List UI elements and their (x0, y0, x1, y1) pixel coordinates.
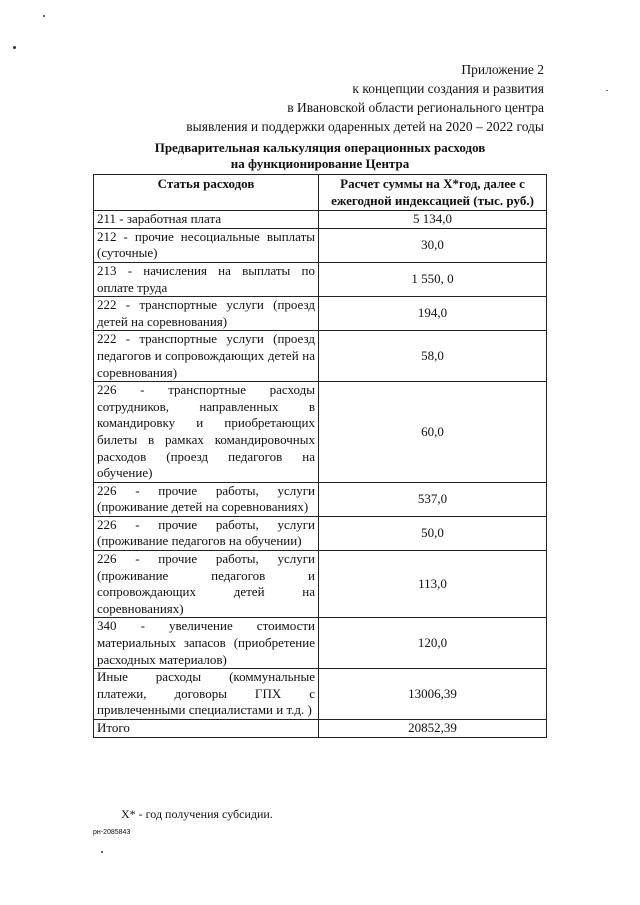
amount-cell: 13006,39 (319, 669, 547, 720)
appendix-line: к концепции создания и развития (352, 81, 544, 96)
appendix-line: в Ивановской области регионального центра (287, 100, 544, 115)
header-amount: Расчет суммы на Х*год, далее с ежегодной индексацией (тыс. руб.) (319, 175, 547, 211)
appendix-line: Приложение 2 (461, 62, 544, 77)
scan-speck (43, 15, 45, 17)
amount-cell: 60,0 (319, 382, 547, 483)
table-row (94, 331, 547, 382)
title-line: Предварительная калькуляция операционных расходов (154, 140, 486, 155)
amount-cell: 1 550, 0 (319, 262, 547, 296)
amount-cell: 50,0 (319, 516, 547, 550)
table-row (94, 262, 547, 296)
expense-item-cell: Иные расходы (коммунальные платежи, договоры ГПХ с привлеченными специалистами и т.д. ) (94, 669, 319, 720)
amount-cell: 113,0 (319, 551, 547, 618)
table-row (94, 669, 547, 720)
amount-cell: 537,0 (319, 482, 547, 516)
amount-cell: 5 134,0 (319, 211, 547, 229)
expense-item-cell: 222 - транспортные услуги (проезд детей на соревнования) (94, 297, 319, 331)
table-row (94, 228, 547, 262)
table-row (94, 551, 547, 618)
amount-cell: 58,0 (319, 331, 547, 382)
expense-item-cell: 226 - прочие работы, услуги (проживание детей на соревнованиях) (94, 482, 319, 516)
table-row (94, 382, 547, 483)
scan-speck (101, 851, 103, 853)
expense-item-cell: 226 - прочие работы, услуги (проживание педагогов на обучении) (94, 516, 319, 550)
table-header-row (94, 175, 547, 211)
amount-cell: 194,0 (319, 297, 547, 331)
table-row (94, 211, 547, 229)
amount-cell: 120,0 (319, 618, 547, 669)
expense-item-cell: 226 - транспортные расходы сотрудников, направленных в командировку и приобретающих билеты в рамках командировочных расходов (проезд педагогов на обучение) (94, 382, 319, 483)
table-row (94, 720, 547, 738)
scan-speck (606, 90, 608, 91)
expense-item-cell: 211 - заработная плата (94, 211, 319, 229)
header-expense-item: Статья расходов (94, 175, 319, 211)
document-id: рн-2085843 (93, 829, 131, 836)
expense-item-cell: Итого (94, 720, 319, 738)
table-row (94, 297, 547, 331)
table-row (94, 482, 547, 516)
expense-item-cell: 340 - увеличение стоимости материальных запасов (приобретение расходных материалов) (94, 618, 319, 669)
expense-item-cell: 222 - транспортные услуги (проезд педагогов и сопровождающих детей на соревнования) (94, 331, 319, 382)
title-line: на функционирование Центра (230, 156, 410, 171)
footnote: Х* - год получения субсидии. (121, 807, 273, 821)
table-row (94, 618, 547, 669)
expense-item-cell: 213 - начисления на выплаты по оплате труда (94, 262, 319, 296)
expense-item-cell: 226 - прочие работы, услуги (проживание педагогов и сопровождающих детей на соревнованиях) (94, 551, 319, 618)
table-row (94, 516, 547, 550)
expense-item-cell: 212 - прочие несоциальные выплаты (суточные) (94, 228, 319, 262)
appendix-line: выявления и поддержки одаренных детей на 2020 – 2022 годы (186, 119, 544, 134)
scan-speck (13, 46, 16, 49)
amount-cell: 20852,39 (319, 720, 547, 738)
amount-cell: 30,0 (319, 228, 547, 262)
expense-table (93, 174, 547, 738)
appendix-header (186, 60, 544, 136)
document-title (95, 140, 545, 172)
